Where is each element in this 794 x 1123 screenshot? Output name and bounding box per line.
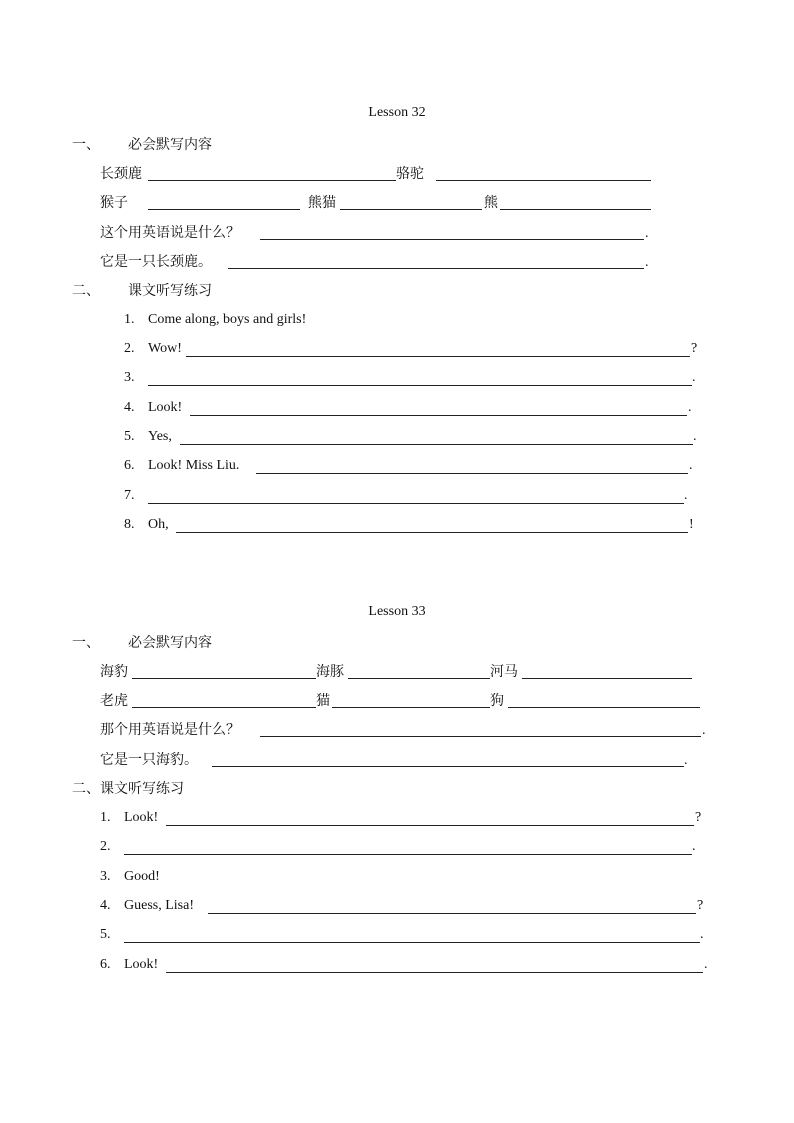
answer-blank[interactable] bbox=[132, 707, 316, 708]
item-prefix: Look! bbox=[148, 400, 183, 415]
answer-blank[interactable] bbox=[148, 180, 396, 181]
item-end: . bbox=[700, 927, 704, 942]
answer-blank[interactable] bbox=[124, 942, 700, 943]
section-heading: 必会默写内容 bbox=[128, 137, 212, 153]
item-number: 5. bbox=[124, 429, 135, 444]
item-number: 2. bbox=[124, 341, 135, 356]
item-end: . bbox=[689, 458, 693, 473]
item-prefix: Come along, boys and girls! bbox=[148, 312, 307, 327]
vocab-label: 熊 bbox=[484, 195, 498, 211]
vocab-label: 河马 bbox=[490, 664, 518, 680]
item-end: . bbox=[704, 957, 708, 972]
vocab-label: 骆驼 bbox=[396, 166, 424, 182]
item-end: . bbox=[684, 488, 688, 503]
item-prefix: Wow! bbox=[148, 341, 182, 356]
answer-blank[interactable] bbox=[124, 854, 692, 855]
answer-blank[interactable] bbox=[186, 356, 690, 357]
vocab-label: 熊猫 bbox=[308, 195, 336, 211]
answer-blank[interactable] bbox=[500, 209, 651, 210]
answer-blank[interactable] bbox=[148, 209, 300, 210]
vocab-label: 猫 bbox=[316, 693, 330, 709]
answer-blank[interactable] bbox=[148, 503, 684, 504]
section-heading: 课文听写练习 bbox=[128, 283, 212, 299]
section-number: 二、 bbox=[72, 283, 100, 299]
item-end: . bbox=[688, 400, 692, 415]
sentence-prompt: 它是一只长颈鹿。 bbox=[100, 254, 212, 270]
answer-blank[interactable] bbox=[260, 239, 644, 240]
answer-blank[interactable] bbox=[508, 707, 700, 708]
item-number: 3. bbox=[100, 869, 111, 884]
item-prefix: Guess, Lisa! bbox=[124, 898, 194, 913]
item-prefix: Good! bbox=[124, 869, 160, 884]
item-prefix: Look! bbox=[124, 957, 159, 972]
vocab-label: 老虎 bbox=[100, 693, 128, 709]
vocab-label: 海豚 bbox=[316, 664, 344, 680]
item-number: 2. bbox=[100, 839, 111, 854]
section-heading: 二、课文听写练习 bbox=[72, 781, 184, 797]
item-end: . bbox=[693, 429, 697, 444]
item-end: ! bbox=[689, 517, 694, 532]
answer-blank[interactable] bbox=[176, 532, 688, 533]
item-end: . bbox=[692, 370, 696, 385]
item-number: 4. bbox=[100, 898, 111, 913]
item-number: 3. bbox=[124, 370, 135, 385]
item-number: 8. bbox=[124, 517, 135, 532]
item-prefix: Oh, bbox=[148, 517, 169, 532]
answer-blank[interactable] bbox=[212, 766, 684, 767]
item-number: 5. bbox=[100, 927, 111, 942]
answer-blank[interactable] bbox=[228, 268, 644, 269]
answer-blank[interactable] bbox=[166, 825, 694, 826]
answer-blank[interactable] bbox=[208, 913, 696, 914]
answer-blank[interactable] bbox=[340, 209, 482, 210]
answer-blank[interactable] bbox=[260, 736, 701, 737]
answer-blank[interactable] bbox=[132, 678, 316, 679]
item-prefix: Yes, bbox=[148, 429, 172, 444]
vocab-label: 狗 bbox=[490, 693, 504, 709]
answer-blank[interactable] bbox=[180, 444, 693, 445]
sentence-prompt: 这个用英语说是什么？ bbox=[100, 225, 240, 241]
item-end: ? bbox=[695, 810, 702, 825]
section-number: 一、 bbox=[72, 137, 100, 153]
item-number: 1. bbox=[124, 312, 135, 327]
lesson-32-title: Lesson 32 bbox=[368, 105, 426, 120]
sentence-prompt: 那个用英语说是什么？ bbox=[100, 722, 240, 738]
vocab-label: 长颈鹿 bbox=[100, 166, 142, 182]
item-number: 1. bbox=[100, 810, 111, 825]
item-number: 7. bbox=[124, 488, 135, 503]
item-end: ? bbox=[697, 898, 704, 913]
section-heading: 必会默写内容 bbox=[128, 635, 212, 651]
answer-blank[interactable] bbox=[332, 707, 490, 708]
lesson-33-title: Lesson 33 bbox=[368, 604, 426, 619]
vocab-label: 海豹 bbox=[100, 664, 128, 680]
vocab-label: 猴子 bbox=[100, 195, 128, 211]
answer-blank[interactable] bbox=[522, 678, 692, 679]
answer-blank[interactable] bbox=[348, 678, 490, 679]
item-number: 6. bbox=[124, 458, 135, 473]
item-prefix: Look! bbox=[124, 810, 159, 825]
sentence-prompt: 它是一只海豹。 bbox=[100, 752, 198, 768]
item-end: ? bbox=[691, 341, 698, 356]
item-prefix: Look! Miss Liu. bbox=[148, 458, 240, 473]
section-number: 一、 bbox=[72, 635, 100, 651]
answer-blank[interactable] bbox=[166, 972, 703, 973]
item-number: 4. bbox=[124, 400, 135, 415]
item-end: . bbox=[692, 839, 696, 854]
answer-blank[interactable] bbox=[148, 385, 692, 386]
answer-blank[interactable] bbox=[436, 180, 651, 181]
item-number: 6. bbox=[100, 957, 111, 972]
answer-blank[interactable] bbox=[190, 415, 687, 416]
answer-blank[interactable] bbox=[256, 473, 688, 474]
